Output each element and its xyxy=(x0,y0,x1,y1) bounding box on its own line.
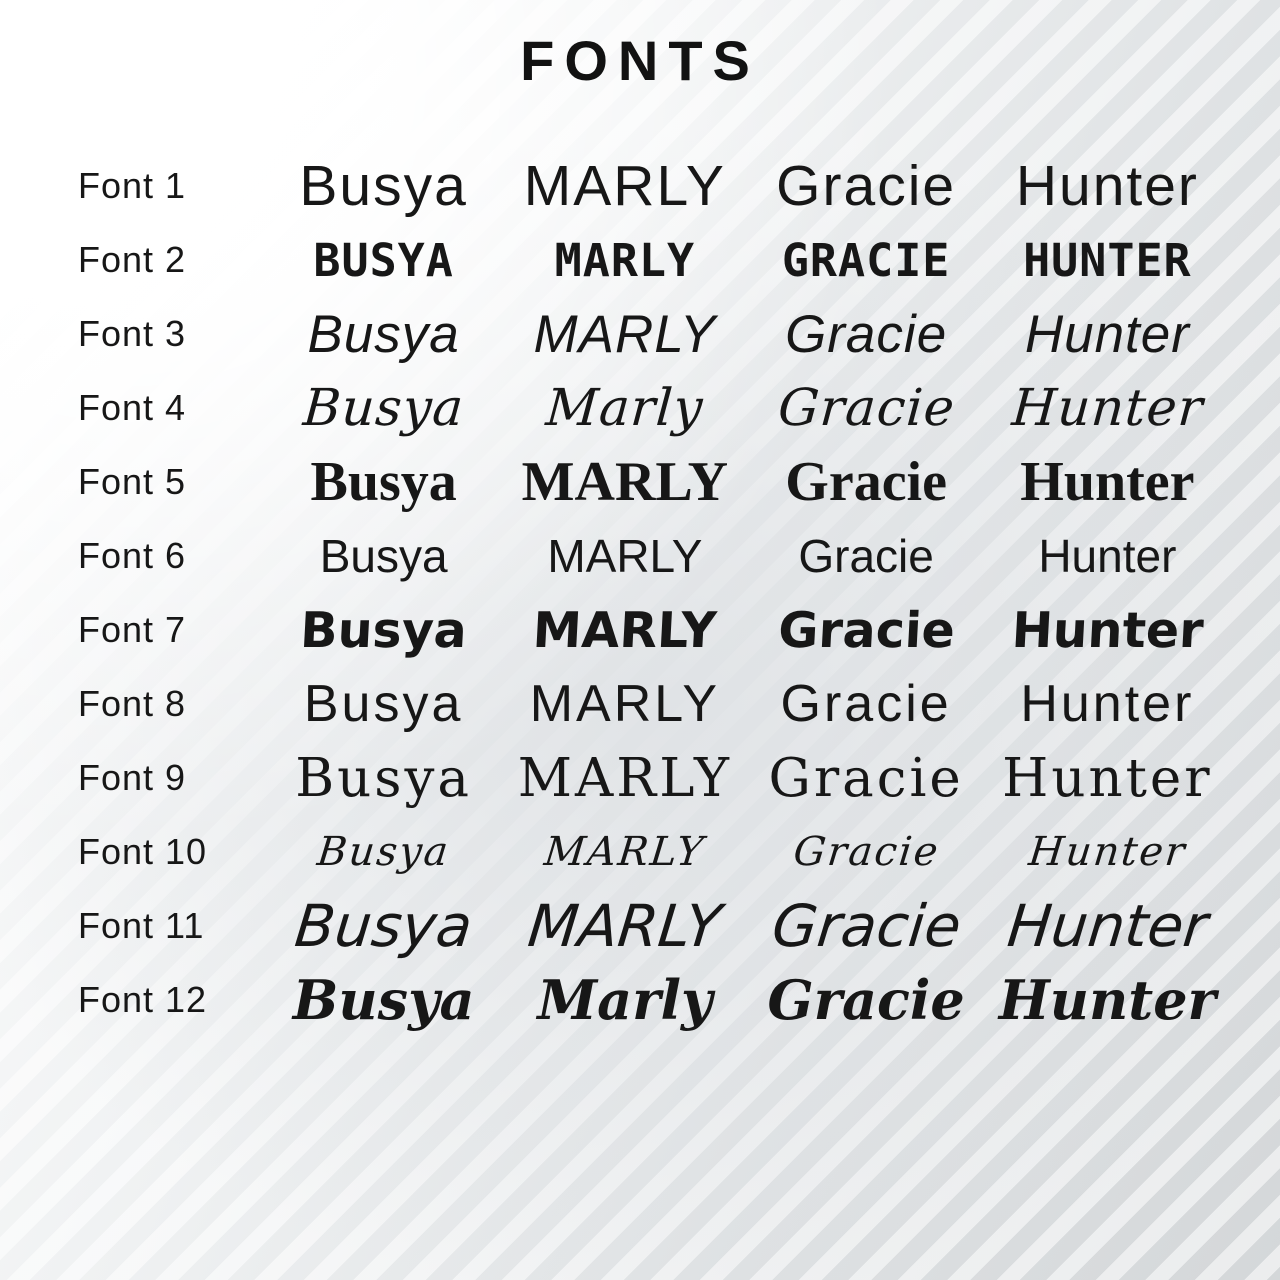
sample-word-marly: MARLY xyxy=(531,601,719,659)
sample-word-marly: MARLY xyxy=(529,675,721,733)
font-row-label: Font 10 xyxy=(78,831,208,872)
sample-word-hunter: Hunter xyxy=(1002,747,1213,809)
sample-word-busya: Busya xyxy=(298,601,469,659)
font-row-7 xyxy=(0,593,1280,667)
font-row-2 xyxy=(0,223,1280,297)
font-row-samples xyxy=(263,747,1228,809)
font-row-9 xyxy=(0,741,1280,815)
font-row-samples xyxy=(263,675,1228,733)
font-row-label: Font 4 xyxy=(78,387,187,428)
font-rows xyxy=(0,149,1280,1037)
sample-word-gracie: Gracie xyxy=(775,378,957,438)
sample-word-busya: Busya xyxy=(307,304,460,364)
font-row-5 xyxy=(0,445,1280,519)
font-row-6 xyxy=(0,519,1280,593)
font-row-label: Font 5 xyxy=(78,461,187,502)
sample-word-gracie: Gracie xyxy=(768,747,964,809)
font-row-label: Font 7 xyxy=(78,609,187,650)
sample-word-gracie: Gracie xyxy=(776,153,957,218)
sample-word-gracie: Gracie xyxy=(798,530,934,582)
font-row-11 xyxy=(0,889,1280,963)
font-row-samples xyxy=(263,304,1228,364)
sample-word-hunter: Hunter xyxy=(1015,153,1199,218)
font-row-samples xyxy=(263,378,1228,438)
sample-word-gracie: Gracie xyxy=(785,451,947,513)
sample-word-gracie: Gracie xyxy=(785,304,948,364)
sample-word-gracie: Gracie xyxy=(790,829,942,875)
font-row-samples xyxy=(263,451,1228,513)
sample-word-hunter: HUNTER xyxy=(1023,233,1192,287)
sample-word-busya: Busya xyxy=(315,829,453,875)
sample-word-busya: BUSYA xyxy=(313,233,454,287)
sample-word-marly: MARLY xyxy=(517,747,732,809)
sample-word-hunter: Hunter xyxy=(1038,530,1177,582)
sample-word-busya: Busya xyxy=(303,675,464,733)
sample-word-busya: Busya xyxy=(301,378,467,438)
font-row-label: Font 9 xyxy=(78,757,187,798)
font-row-samples xyxy=(263,829,1228,875)
sample-word-busya: Busya xyxy=(291,892,476,960)
sample-word-hunter: Hunter xyxy=(1024,304,1190,364)
font-row-3 xyxy=(0,297,1280,371)
sample-word-busya: Busya xyxy=(299,153,468,218)
sample-word-gracie: GRACIE xyxy=(781,233,951,287)
sample-word-hunter: Hunter xyxy=(1020,675,1195,733)
font-row-label: Font 3 xyxy=(78,313,187,354)
page-title: FONTS xyxy=(520,29,760,92)
sample-word-hunter: Hunter xyxy=(1009,378,1206,438)
font-row-samples xyxy=(263,892,1228,960)
font-row-samples xyxy=(263,968,1228,1032)
font-row-label: Font 8 xyxy=(78,683,187,724)
sample-word-busya: Busya xyxy=(295,747,473,809)
sample-word-marly: MARLY xyxy=(525,892,725,960)
sample-word-busya: Busya xyxy=(292,968,475,1032)
font-row-samples xyxy=(263,233,1228,287)
font-row-label: Font 2 xyxy=(78,239,187,280)
font-row-label: Font 6 xyxy=(78,535,187,576)
font-row-samples xyxy=(263,601,1228,659)
font-row-1 xyxy=(0,149,1280,223)
sample-word-hunter: Hunter xyxy=(1026,829,1189,875)
sample-word-marly: MARLY xyxy=(523,153,726,218)
sample-word-gracie: Gracie xyxy=(780,675,952,733)
sample-word-busya: Busya xyxy=(319,530,448,582)
sample-word-gracie: Gracie xyxy=(767,968,965,1032)
sample-word-marly: Marly xyxy=(544,378,706,438)
sample-word-hunter: Hunter xyxy=(1020,451,1195,513)
sample-word-marly: MARLY xyxy=(554,233,696,287)
font-row-4 xyxy=(0,371,1280,445)
font-row-8 xyxy=(0,667,1280,741)
font-row-10 xyxy=(0,815,1280,889)
sample-word-marly: MARLY xyxy=(547,530,703,582)
sample-word-hunter: Hunter xyxy=(1010,601,1205,659)
font-row-12 xyxy=(0,963,1280,1037)
font-row-label: Font 12 xyxy=(78,979,208,1020)
font-row-samples xyxy=(263,153,1228,218)
sample-word-marly: Marly xyxy=(537,968,713,1032)
sample-word-marly: MARLY xyxy=(533,304,717,364)
sample-word-hunter: Hunter xyxy=(998,968,1217,1032)
font-row-label: Font 11 xyxy=(78,905,205,946)
font-row-label: Font 1 xyxy=(78,165,187,206)
sample-word-gracie: Gracie xyxy=(768,892,964,960)
sample-word-marly: MARLY xyxy=(521,451,729,513)
font-row-samples xyxy=(263,530,1228,582)
sample-word-hunter: Hunter xyxy=(1004,892,1211,960)
sample-word-busya: Busya xyxy=(310,451,457,513)
sample-word-marly: MARLY xyxy=(542,829,708,875)
sample-word-gracie: Gracie xyxy=(776,601,956,659)
